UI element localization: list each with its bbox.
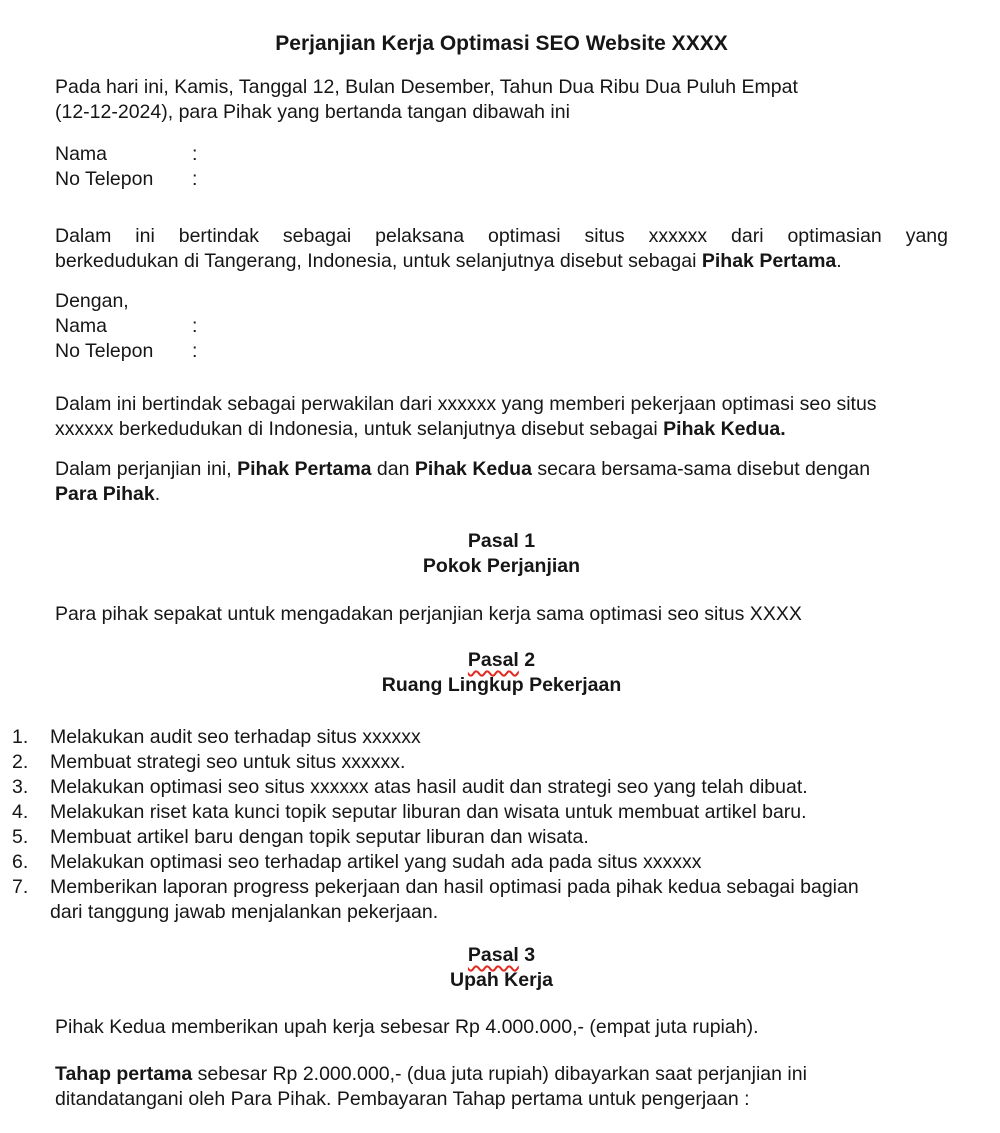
party-second-fields — [55, 289, 948, 364]
list-item-number: 6. — [12, 851, 29, 873]
list-item-number: 1. — [12, 726, 29, 748]
stage-one-line-2: ditandatangani oleh Para Pihak. Pembayaran Tahap pertama untuk pengerjaan : — [55, 1088, 750, 1110]
party-second-description-line-2 — [55, 417, 948, 442]
field-label-nama: Nama — [55, 315, 108, 337]
party-second-description-line-1: Dalam ini bertindak sebagai perwakilan dari xxxxxx yang memberi pekerjaan optimasi seo situs — [55, 393, 877, 415]
opening-line-1: Pada hari ini, Kamis, Tanggal 12, Bulan Desember, Tahun Dua Ribu Dua Puluh Empat — [55, 76, 798, 98]
list-item — [12, 750, 948, 775]
pasal-1-title: Pokok Perjanjian — [422, 555, 581, 577]
opening-paragraph — [55, 75, 948, 125]
text-segment: secara bersama-sama disebut dengan — [531, 458, 871, 480]
list-item-number: 2. — [12, 751, 29, 773]
text-segment: Dalam perjanjian ini, — [55, 458, 238, 480]
list-item-text: Melakukan optimasi seo terhadap artikel yang sudah ada pada situs xxxxxx — [50, 851, 702, 873]
opening-line-2: (12-12-2024), para Pihak yang bertanda tangan dibawah ini — [55, 101, 570, 123]
term-pihak-pertama: Pihak Pertama — [237, 458, 372, 480]
joint-clause-line-1 — [55, 457, 948, 482]
party-second-description — [55, 392, 948, 442]
stage-one-paragraph — [55, 1062, 948, 1112]
pasal-1-number: Pasal 1 — [467, 530, 536, 552]
pasal-1-body: Para pihak sepakat untuk mengadakan perjanjian kerja sama optimasi seo situs XXXX — [55, 603, 802, 625]
pasal-3-title: Upah Kerja — [450, 969, 553, 991]
dengan-label: Dengan, — [55, 290, 129, 312]
text-segment: . — [154, 483, 161, 505]
misspelled-word: Pasal — [467, 649, 519, 671]
term-para-pihak: Para Pihak — [55, 483, 155, 505]
text-segment: . — [836, 250, 842, 272]
field-colon: : — [192, 315, 198, 337]
list-item-number: 3. — [12, 776, 29, 798]
term-pihak-pertama: Pihak Pertama — [701, 250, 837, 272]
term-pihak-kedua: Pihak Kedua — [414, 458, 532, 480]
field-row-telepon — [55, 339, 948, 364]
pasal-2-heading — [55, 648, 948, 698]
list-item-line-2: dari tanggung jawab menjalankan pekerjaan. — [50, 901, 439, 923]
field-label-telepon: No Telepon — [55, 168, 154, 190]
term-pihak-kedua: Pihak Kedua. — [663, 418, 786, 440]
text-segment: dan — [371, 458, 415, 480]
list-item — [12, 825, 948, 850]
list-item-text: Melakukan optimasi seo situs xxxxxx atas hasil audit dan strategi seo yang telah dibuat. — [50, 776, 808, 798]
pasal-2-title: Ruang Lingkup Pekerjaan — [381, 674, 622, 696]
list-item-text: Membuat artikel baru dengan topik seputar liburan dan wisata. — [50, 826, 589, 848]
scope-of-work-list — [12, 725, 948, 925]
party-first-description — [55, 224, 948, 274]
pasal-3-number — [55, 943, 948, 968]
list-item-text: Melakukan audit seo terhadap situs xxxxxx — [50, 726, 421, 748]
list-item-text: Melakukan riset kata kunci topik seputar liburan dan wisata untuk membuat artikel baru. — [50, 801, 807, 823]
field-row-telepon — [55, 167, 948, 192]
field-row-nama — [55, 314, 948, 339]
list-item-number: 7. — [12, 876, 29, 898]
list-item-number: 5. — [12, 826, 29, 848]
field-row-nama — [55, 142, 948, 167]
wage-paragraph: Pihak Kedua memberikan upah kerja sebesar Rp 4.000.000,- (empat juta rupiah). — [55, 1016, 759, 1038]
field-colon: : — [192, 143, 198, 165]
document-title: Perjanjian Kerja Optimasi SEO Website XXXX — [275, 32, 728, 55]
stage-one-line-1 — [55, 1062, 948, 1087]
list-item-line-1: Memberikan laporan progress pekerjaan dan hasil optimasi pada pihak kedua sebagai bagian — [50, 876, 859, 898]
text-segment: berkedudukan di Tangerang, Indonesia, untuk selanjutnya disebut sebagai — [55, 250, 702, 272]
list-item — [12, 875, 948, 925]
joint-clause-paragraph — [55, 457, 948, 507]
party-first-fields — [55, 142, 948, 192]
dengan-line — [55, 289, 948, 314]
misspelled-word: Pasal — [467, 944, 519, 966]
party-first-description-line-2 — [55, 249, 948, 274]
pasal-2-digit: 2 — [524, 649, 536, 671]
pasal-1-heading — [55, 529, 948, 579]
list-item-number: 4. — [12, 801, 29, 823]
list-item — [12, 850, 948, 875]
field-colon: : — [192, 168, 198, 190]
pasal-3-digit: 3 — [524, 944, 536, 966]
list-item — [12, 800, 948, 825]
pasal-2-number — [55, 648, 948, 673]
joint-clause-line-2 — [55, 482, 948, 507]
party-first-description-line-1: Dalam ini bertindak sebagai pelaksana optimasi situs xxxxxx dari optimasian yang — [55, 225, 948, 247]
list-item — [12, 775, 948, 800]
list-item-text: Membuat strategi seo untuk situs xxxxxx. — [50, 751, 406, 773]
text-segment: xxxxxx berkedudukan di Indonesia, untuk selanjutnya disebut sebagai — [55, 418, 664, 440]
text-segment: sebesar Rp 2.000.000,- (dua juta rupiah) dibayarkan saat perjanjian ini — [192, 1063, 807, 1085]
field-colon: : — [192, 340, 198, 362]
list-item — [12, 725, 948, 750]
field-label-nama: Nama — [55, 143, 108, 165]
pasal-3-heading — [55, 943, 948, 993]
term-tahap-pertama: Tahap pertama — [55, 1063, 193, 1085]
field-label-telepon: No Telepon — [55, 340, 154, 362]
list-item-text — [50, 875, 948, 925]
